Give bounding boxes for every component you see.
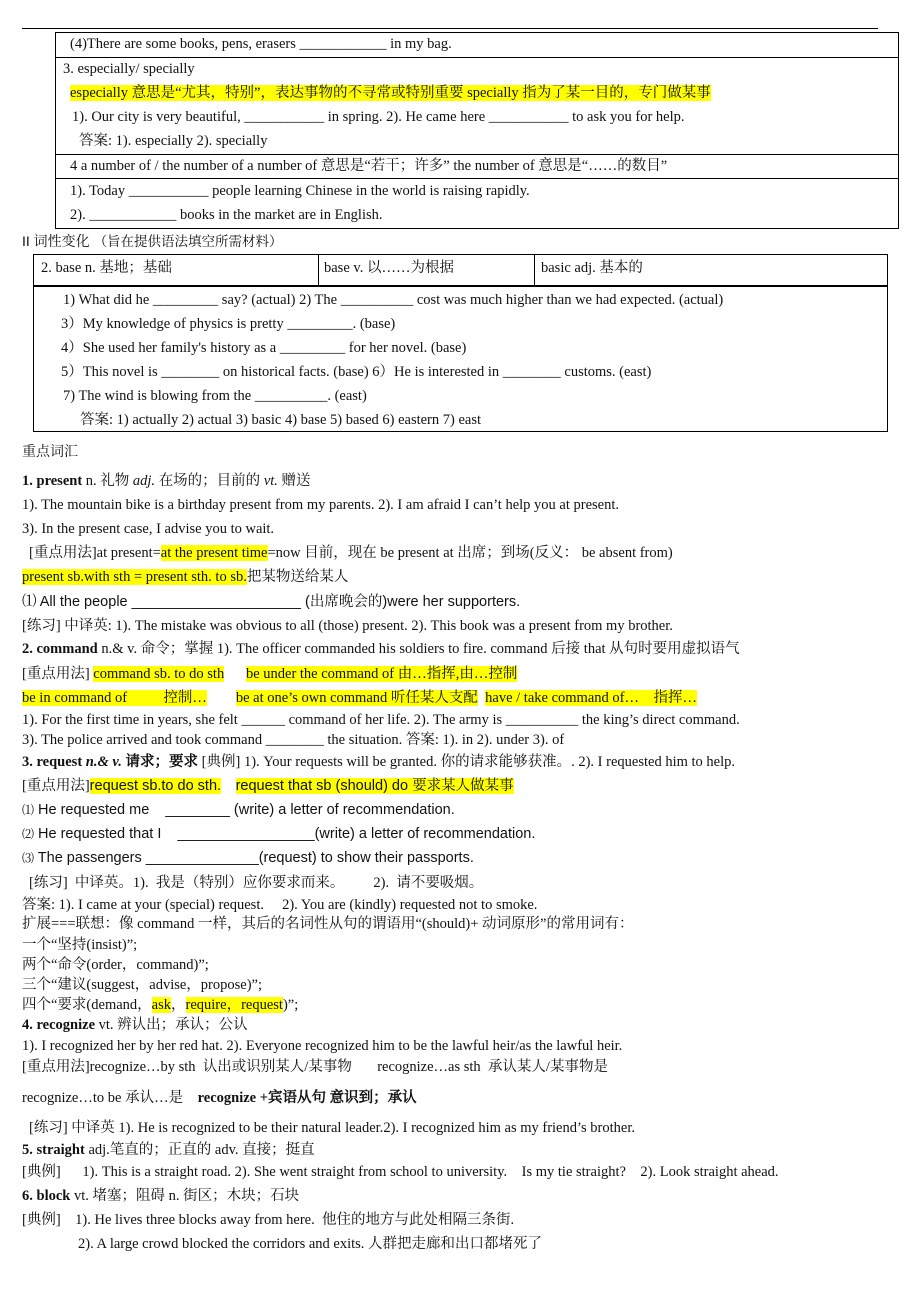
recognize-usage-2 [22, 1089, 417, 1107]
section-heading [22, 232, 283, 251]
block-meaning: vt. 堵塞；阻碍 n. 街区；木块；石块 [70, 1188, 300, 1204]
block-example-2: 2). A large crowd blocked the corridors and exits. 人群把走廊和出口都堵死了 [78, 1236, 543, 1252]
present-example-2: 3). In the present case, I advise you to wait. [22, 521, 275, 537]
block-heading [22, 1187, 299, 1205]
command-usage-2 [22, 689, 697, 707]
question-number: ⑴ [22, 594, 37, 610]
present-word: 1. present [22, 473, 83, 489]
present-meaning: 在场的；目前的 [155, 473, 264, 489]
cell-divider [318, 255, 319, 285]
request-answer: 答案: 1). I came at your (special) request. 2). You are (kindly) requested not to smoke. [22, 897, 538, 913]
recognize-word: 4. recognize [22, 1017, 96, 1033]
present-usage-highlight: at the present time [160, 545, 268, 561]
especially-answer: 答案: 1). especially 2). specially [79, 133, 268, 149]
table-top-row1: (4)There are some books, pens, erasers ____________ in my bag. [70, 36, 452, 52]
request-list-4-a: 四个“要求(demand， [22, 997, 152, 1013]
recognize-practice: [练习] 中译英 1). He is recognized to be their natural leader.2). I recognized him as my friend’s brother. [29, 1120, 635, 1136]
question-text: All the people _____________________ (出席晚会的)were her supporters. [36, 594, 521, 610]
block-example-1: [典例] 1). He lives three blocks away from here. 他住的地方与此处相隔三条街. [22, 1212, 515, 1228]
request-list-4-b: ， [171, 997, 186, 1013]
word-forms-line-2: 3）My knowledge of physics is pretty _________. (base) [61, 316, 396, 332]
request-usage [22, 777, 514, 795]
request-heading [22, 753, 735, 771]
command-usage-highlight-2: be under the command of 由…指挥,由…控制 [245, 666, 518, 682]
command-usage2-highlight-2: be at one’s own command 听任某人支配 [235, 690, 478, 706]
request-extension: 扩展===联想：像 command 一样，其后的名词性从句的谓语用“(should)+ 动词原形”的常用词有： [22, 916, 634, 932]
especially-definition-line [70, 84, 711, 102]
request-list-4 [22, 996, 298, 1014]
table-top-divider [56, 57, 898, 58]
recognize-usage2-a: recognize…to be 承认…是 [22, 1090, 198, 1106]
request-list-2: 两个“命令(order，command)”; [22, 957, 209, 973]
spacer [224, 666, 246, 682]
present-meaning-vt: 赠送 [277, 473, 311, 489]
request-list-4-highlight-2: require，request [185, 997, 283, 1013]
cell-basic-adj: basic adj. 基本的 [541, 260, 643, 276]
question-number: ⑵ [22, 827, 35, 841]
present-usage [29, 544, 673, 562]
especially-exercise: 1). Our city is very beautiful, ___________ in spring. 2). He came here ___________ to ask you for help. [72, 109, 685, 125]
question-number: ⑶ [22, 851, 35, 865]
recognize-example: 1). I recognized her by her red hat. 2). Everyone recognized him to be the lawful heir/as the lawful heir. [22, 1038, 623, 1054]
question-text: He requested me ________ (write) a letter of recommendation. [34, 802, 455, 818]
request-usage-highlight-2: request that sb (should) do 要求某人做某事 [235, 778, 514, 794]
question-number: ⑴ [22, 803, 35, 817]
command-example-2: 3). The police arrived and took command ________ the situation. 答案: 1). in 2). under 3). of [22, 732, 565, 748]
request-word: 3. request [22, 754, 83, 770]
cell-base-noun: 2. base n. 基地；基础 [41, 260, 172, 276]
cell-divider [534, 255, 535, 285]
recognize-meaning: vt. 辨认出；承认；公认 [95, 1017, 248, 1033]
top-rule [22, 28, 878, 29]
command-usage-highlight-1: command sb. to do sth [93, 666, 225, 682]
spacer [221, 778, 236, 794]
recognize-usage: [重点用法]recognize…by sth 认出或识别某人/某事物 recognize…as sth 承认某人/某事物是 [22, 1059, 608, 1075]
command-heading [22, 640, 740, 658]
number-of-exercise-1: 1). Today ___________ people learning Chinese in the world is raising rapidly. [70, 183, 530, 199]
command-usage [22, 665, 517, 683]
especially-title: 3. especially/ specially [63, 61, 195, 77]
request-list-3: 三个“建议(suggest，advise，propose)”; [22, 977, 263, 993]
question-text: He requested that I _________________(write) a letter of recommendation. [34, 826, 536, 842]
request-example: [典例] 1). Your requests will be granted. 你的请求能够获准。. 2). I requested him to help. [198, 754, 735, 770]
question-text: The passengers ______________(request) to show their passports. [34, 850, 474, 866]
request-practice: [练习] 中译英。1). 我是（特别）应你要求而来。 2). 请不要吸烟。 [29, 875, 484, 891]
straight-heading [22, 1141, 315, 1159]
table-top-divider [56, 154, 898, 155]
request-usage-label: [重点用法] [22, 778, 90, 794]
vocab-heading: 重点词汇 [22, 443, 78, 459]
table-top-divider [56, 178, 898, 179]
word-forms-line-5: 7) The wind is blowing from the __________. (east) [63, 388, 367, 404]
recognize-usage2-b: recognize +宾语从句 意识到；承认 [197, 1090, 417, 1106]
command-usage2-highlight-1: be in command of 控制… [22, 690, 207, 706]
present-usage-b: =now 目前，现在 be present at 出席；到场(反义： be absent from) [267, 545, 673, 561]
present-usage-2 [22, 568, 348, 586]
word-forms-line-4: 5）This novel is ________ on historical facts. (base) 6）He is interested in ________ customs. (east) [61, 364, 652, 380]
command-meaning: n.& v. 命令；掌握 1). The officer commanded his soldiers to fire. command 后接 that 从句时要用虚拟语气 [97, 641, 740, 657]
spacer [207, 690, 236, 706]
command-word: 2. command [22, 641, 98, 657]
present-practice: [练习] 中译英: 1). The mistake was obvious to all (those) present. 2). This book was a present from my brother. [22, 618, 673, 634]
present-question-1 [22, 593, 520, 611]
cell-base-verb: base v. 以……为根据 [324, 260, 454, 276]
command-example-1: 1). For the first time in years, she felt ______ command of her life. 2). The army is __________ the king’s direct command. [22, 712, 740, 728]
command-usage-label: [重点用法] [22, 666, 94, 682]
present-vt: vt. [263, 473, 278, 489]
present-usage-a: [重点用法]at present= [29, 545, 161, 561]
present-heading [22, 472, 311, 490]
word-forms-line-3: 4）She used her family's history as a _________ for her novel. (base) [61, 340, 467, 356]
request-list-4-highlight-1: ask [151, 997, 172, 1013]
request-question-1 [22, 801, 455, 819]
request-meaning: 请求；要求 [121, 754, 199, 770]
request-list-1: 一个“坚持(insist)”; [22, 937, 138, 953]
present-pos: n. 礼物 [82, 473, 133, 489]
request-pos: n.& v. [82, 754, 122, 770]
straight-word: 5. straight [22, 1142, 85, 1158]
command-usage2-highlight-3: have / take command of… 指挥… [485, 690, 697, 706]
request-question-3 [22, 849, 474, 867]
present-adj: adj. [132, 473, 156, 489]
request-usage-highlight-1: request sb.to do sth. [89, 778, 222, 794]
word-forms-answer: 答案: 1) actually 2) actual 3) basic 4) base 5) based 6) eastern 7) east [80, 412, 482, 428]
straight-example: [典例] 1). This is a straight road. 2). She went straight from school to university. Is my tie straight? 2). Look straight ahead. [22, 1164, 779, 1180]
request-question-2 [22, 825, 535, 843]
block-word: 6. block [22, 1188, 71, 1204]
present-usage2-highlight: present sb.with sth = present sth. to sb. [22, 569, 247, 585]
recognize-heading [22, 1016, 248, 1034]
straight-meaning: adj.笔直的；正直的 adv. 直接；挺直 [84, 1142, 315, 1158]
section-heading-note: （旨在提供语法填空所需材料） [93, 234, 283, 249]
word-forms-line-1: 1) What did he _________ say? (actual) 2) The __________ cost was much higher than we had expected. (actual) [63, 292, 724, 308]
number-of-title: 4 a number of / the number of a number of 意思是“若干；许多” the number of 意思是“……的数目” [70, 158, 668, 174]
number-of-exercise-2: 2). ____________ books in the market are in English. [70, 207, 383, 223]
especially-definition: especially 意思是“尤其，特别”，表达事物的不寻常或特别重要 specially 指为了某一目的，专门做某事 [70, 85, 711, 101]
request-list-4-c: )”; [282, 997, 299, 1013]
present-usage2-b: 把某物送给某人 [246, 569, 349, 585]
section-heading-title: II 词性变化 [22, 233, 90, 249]
present-example-1: 1). The mountain bike is a birthday present from my parents. 2). I am afraid I can’t help you at present. [22, 497, 620, 513]
